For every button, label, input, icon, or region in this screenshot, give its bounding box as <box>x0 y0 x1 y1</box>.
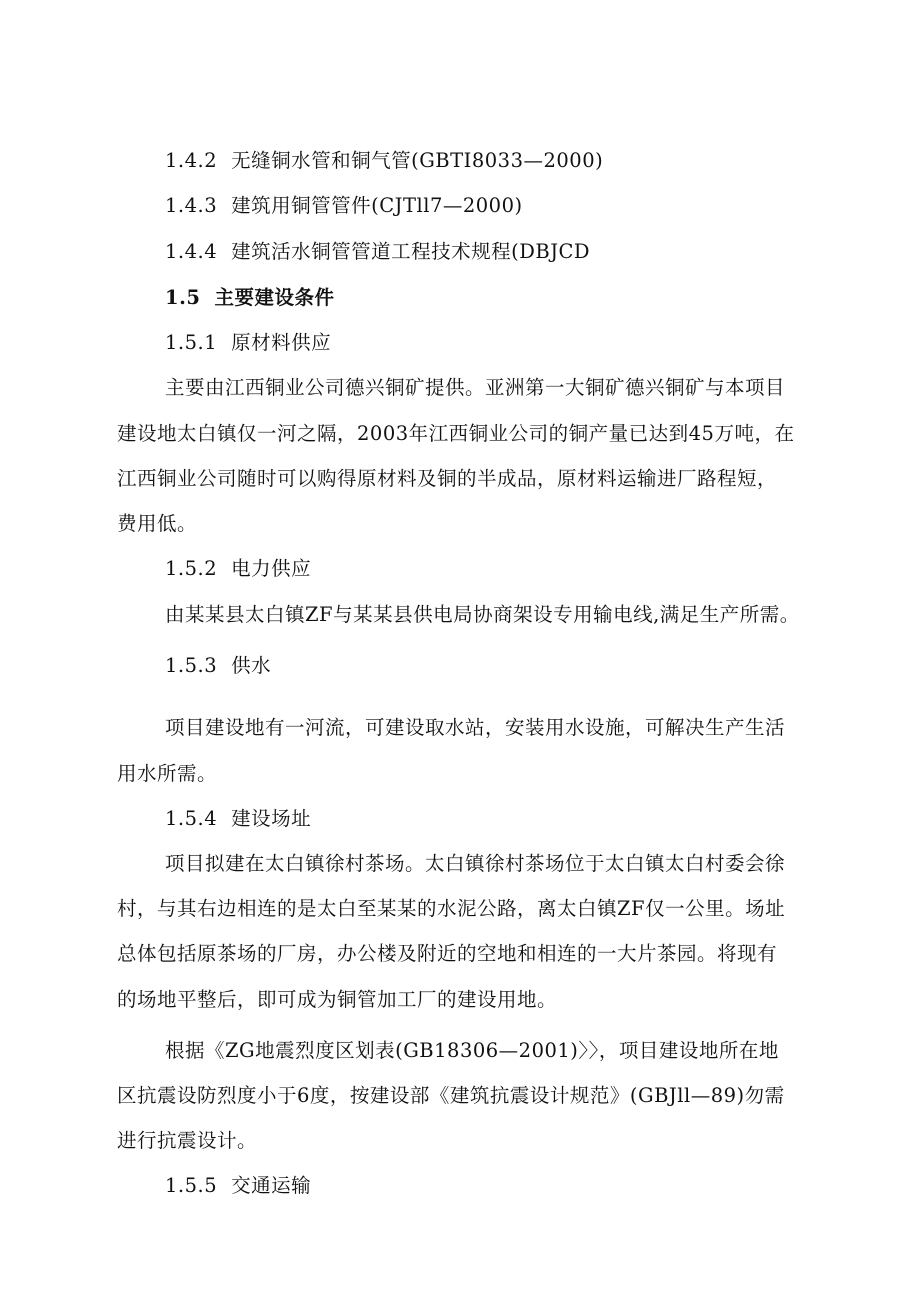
section-title: 原材料供应 <box>231 331 332 354</box>
section-heading <box>165 327 331 355</box>
paragraph-line: 建设地太白镇仅一河之隔，2003年江西铜业公司的铜产量已达到45万吨，在 <box>117 422 795 445</box>
section-number: 1.4.4 <box>165 240 218 263</box>
section-number: 1.5.2 <box>165 557 218 580</box>
section-number: 1.5.3 <box>165 654 218 677</box>
section-number: 1.5.1 <box>165 331 218 354</box>
section-heading <box>165 803 311 831</box>
section-title: 无缝铜水管和铜气管(GBTI8033—2000) <box>231 149 604 172</box>
section-title: 供水 <box>231 654 272 677</box>
section-title: 建设场址 <box>231 807 312 830</box>
paragraph-line: 费用低。 <box>117 512 198 535</box>
section-heading <box>165 190 523 218</box>
section-title: 主要建设条件 <box>214 286 335 309</box>
section-number: 1.4.3 <box>165 194 218 217</box>
section-heading <box>165 1170 311 1198</box>
section-number: 1.5 <box>165 286 201 309</box>
section-title: 电力供应 <box>231 557 312 580</box>
paragraph-line: 项目拟建在太白镇徐村茶场。太白镇徐村茶场位于太白镇太白村委会徐 <box>165 852 786 875</box>
section-number: 1.5.5 <box>165 1174 218 1197</box>
paragraph-line: 由某某县太白镇ZF与某某县供电局协商架设专用输电线,满足生产所需。 <box>165 603 800 626</box>
paragraph-line: 江西铜业公司随时可以购得原材料及铜的半成品，原材料运输进厂路程短， <box>117 467 778 490</box>
paragraph-line: 主要由江西铜业公司德兴铜矿提供。亚洲第一大铜矿德兴铜矿与本项目 <box>165 376 786 399</box>
paragraph-line: 根据《ZG地震烈度区划表(GB18306—2001)〉〉，项目建设地所在地 <box>165 1039 779 1062</box>
paragraph-line: 项目建设地有一河流，可建设取水站，安装用水设施，可解决生产生活 <box>165 716 786 739</box>
paragraph-line: 用水所需。 <box>117 762 218 785</box>
section-heading <box>165 650 271 678</box>
section-heading <box>165 553 311 581</box>
section-title: 建筑用铜管管件(CJTll7—2000) <box>231 194 523 217</box>
section-number: 1.4.2 <box>165 149 218 172</box>
section-heading <box>165 282 334 310</box>
section-heading <box>165 236 590 264</box>
paragraph-line: 总体包括原茶场的厂房，办公楼及附近的空地和相连的一大片茶园。将现有 <box>117 942 778 965</box>
paragraph-line: 的场地平整后，即可成为铜管加工厂的建设用地。 <box>117 988 558 1011</box>
paragraph-line: 区抗震设防烈度小于6度，按建设部《建筑抗震设计规范》(GBJll—89)勿需 <box>117 1084 785 1107</box>
paragraph-line: 进行抗震设计。 <box>117 1129 258 1152</box>
section-title: 交通运输 <box>231 1174 312 1197</box>
section-heading <box>165 145 603 173</box>
section-title: 建筑活水铜管管道工程技术规程(DBJCD <box>231 240 591 263</box>
section-number: 1.5.4 <box>165 807 218 830</box>
paragraph-line: 村，与其右边相连的是太白至某某的水泥公路，离太白镇ZF仅一公里。场址 <box>117 897 786 920</box>
